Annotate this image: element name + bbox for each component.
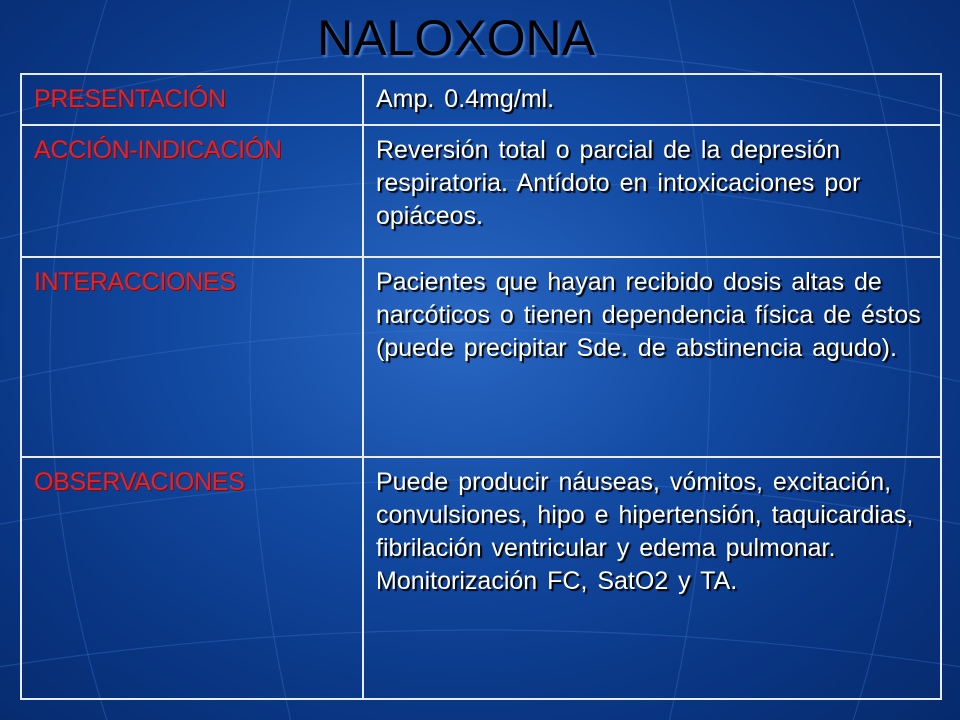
row-label: ACCIÓN-INDICACIÓN xyxy=(21,125,363,257)
row-value: Puede producir náuseas, vómitos, excitación, convulsiones, hipo e hipertensión, taquicardias, fibrilación ventricular y edema pulmonar. Monitorización FC, SatO2 y TA. xyxy=(363,457,941,699)
slide-title: NALOXONA xyxy=(317,10,595,66)
table-row-presentacion xyxy=(21,74,941,125)
row-label: INTERACCIONES xyxy=(21,257,363,457)
table-row-interacciones xyxy=(21,257,941,457)
row-label: PRESENTACIÓN xyxy=(21,74,363,125)
row-value: Reversión total o parcial de la depresión respiratoria. Antídoto en intoxicaciones por opiáceos. xyxy=(363,125,941,257)
table-row-observaciones xyxy=(21,457,941,699)
row-label: OBSERVACIONES xyxy=(21,457,363,699)
table-row-accion-indicacion xyxy=(21,125,941,257)
row-value: Amp. 0.4mg/ml. xyxy=(363,74,941,125)
drug-info-table xyxy=(20,73,942,700)
row-value: Pacientes que hayan recibido dosis altas de narcóticos o tienen dependencia física de éstos (puede precipitar Sde. de abstinencia agudo). xyxy=(363,257,941,457)
